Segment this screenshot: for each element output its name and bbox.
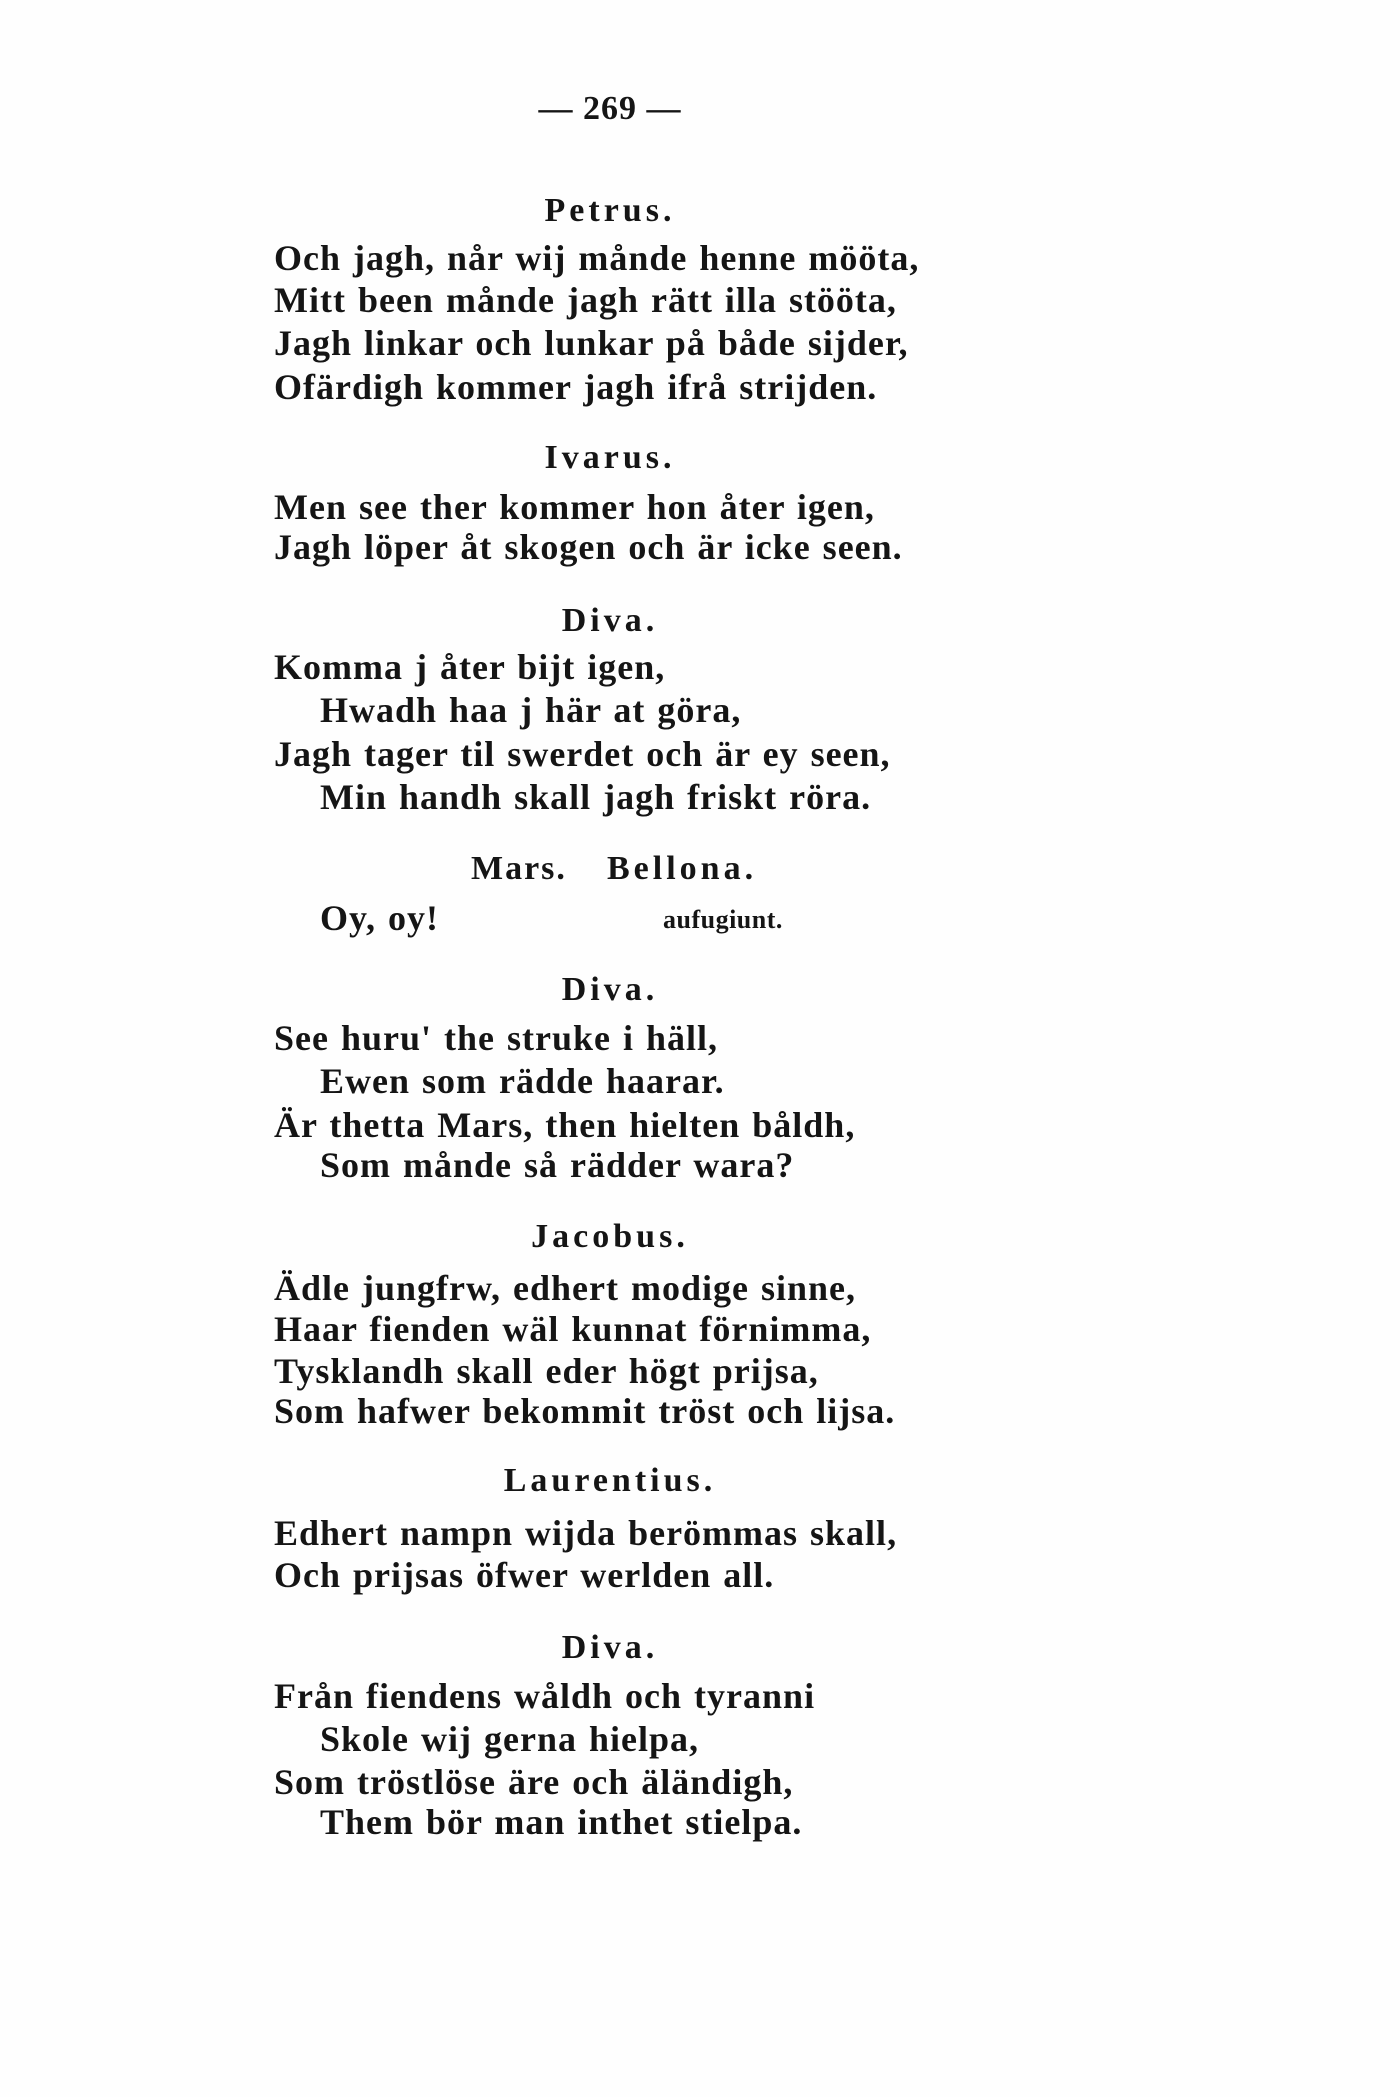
speaker-name: Bellona. — [607, 850, 758, 887]
verse-line: See huru' the struke i häll, — [274, 1018, 719, 1058]
verse-line: Edhert nampn wijda berömmas skall, — [274, 1513, 898, 1553]
verse-line: Jagh linkar och lunkar på både sijder, — [274, 323, 909, 363]
speaker-name: Mars. — [471, 850, 567, 887]
verse-line: Som hafwer bekommit tröst och lijsa. — [274, 1391, 896, 1431]
speaker-name: Petrus. — [544, 192, 676, 229]
verse-line: Hwadh haa j här at göra, — [320, 690, 742, 730]
speaker-name: Diva. — [561, 1629, 659, 1666]
verse-line: Från fiendens wåldh och tyranni — [274, 1676, 816, 1716]
verse-line: Är thetta Mars, then hielten båldh, — [274, 1105, 856, 1145]
verse-line: Och prijsas öfwer werlden all. — [274, 1555, 775, 1595]
stage-direction: aufugiunt. — [663, 905, 783, 934]
verse-line: Och jagh, når wij månde henne mööta, — [274, 238, 920, 278]
speaker-name: Laurentius. — [503, 1462, 717, 1499]
verse-line: Tysklandh skall eder högt prijsa, — [274, 1351, 819, 1391]
verse-line: Oy, oy! — [320, 898, 440, 938]
verse-line: Jagh löper åt skogen och är icke seen. — [274, 527, 903, 567]
verse-line: Haar fienden wäl kunnat förnimma, — [274, 1309, 872, 1349]
speaker-name: Ivarus. — [544, 439, 676, 476]
verse-line: Them bör man inthet stielpa. — [320, 1802, 803, 1842]
verse-line: Ofärdigh kommer jagh ifrå strijden. — [274, 367, 878, 407]
verse-line: Som tröstlöse äre och äländigh, — [274, 1762, 794, 1802]
verse-line: Min handh skall jagh friskt röra. — [320, 777, 872, 817]
page-number: — 269 — — [538, 90, 682, 127]
speaker-name: Jacobus. — [531, 1218, 689, 1255]
verse-line: Jagh tager til swerdet och är ey seen, — [274, 734, 891, 774]
speaker-name: Diva. — [561, 602, 659, 639]
verse-line: Skole wij gerna hielpa, — [320, 1719, 700, 1759]
verse-line: Mitt been månde jagh rätt illa stööta, — [274, 280, 897, 320]
verse-line: Som månde så rädder wara? — [320, 1145, 795, 1185]
verse-line: Ädle jungfrw, edhert modige sinne, — [274, 1268, 856, 1308]
verse-line: Ewen som rädde haarar. — [320, 1061, 725, 1101]
verse-line: Men see ther kommer hon åter igen, — [274, 487, 875, 527]
speaker-name: Diva. — [561, 971, 659, 1008]
verse-line: Komma j åter bijt igen, — [274, 647, 666, 687]
